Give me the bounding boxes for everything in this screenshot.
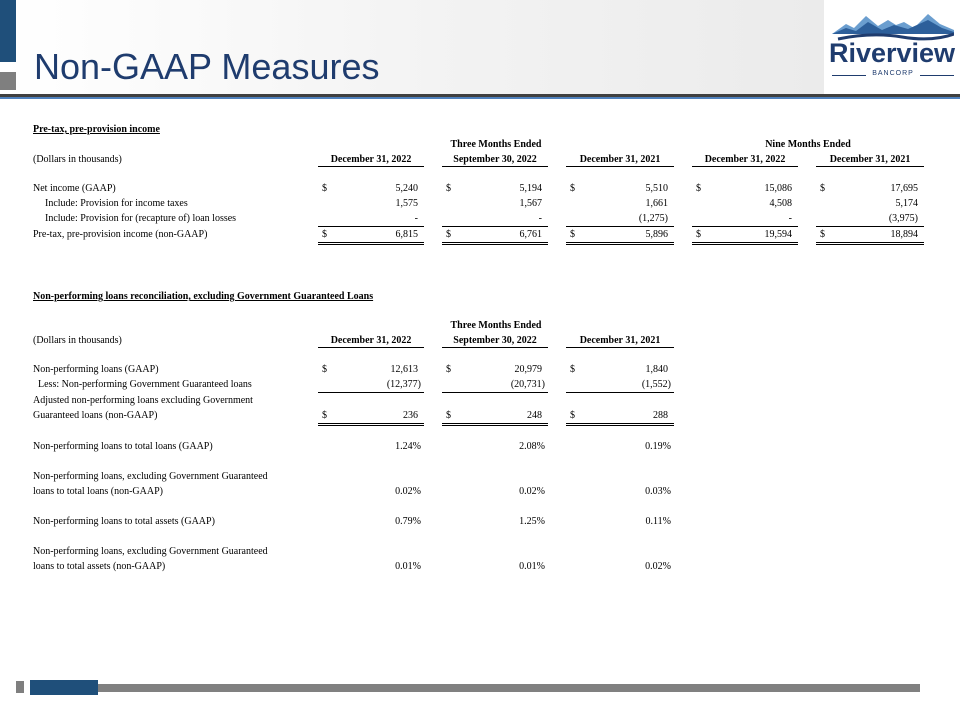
row-label: Guaranteed loans (non-GAAP) xyxy=(33,410,158,421)
ratio-label: Non-performing loans, excluding Government Guaranteed xyxy=(33,471,268,482)
cell-value: - xyxy=(788,213,792,224)
row-label: Net income (GAAP) xyxy=(33,183,116,194)
row-label: Adjusted non-performing loans excluding Government xyxy=(33,395,253,406)
ratio-value: 1.24% xyxy=(395,441,421,452)
logo-subline xyxy=(832,70,954,80)
unit-label: (Dollars in thousands) xyxy=(33,154,122,165)
total-rule xyxy=(692,244,798,245)
column-header: September 30, 2022 xyxy=(442,335,548,348)
cell-value: 6,815 xyxy=(395,229,418,240)
column-header: December 31, 2022 xyxy=(318,154,424,167)
ratio-label: loans to total assets (non-GAAP) xyxy=(33,561,166,572)
cell-value: 248 xyxy=(527,410,542,421)
currency-symbol: $ xyxy=(820,229,825,240)
cell-value: 20,979 xyxy=(514,364,542,375)
cell-value: (12,377) xyxy=(386,379,421,390)
ratio-value: 2.08% xyxy=(519,441,545,452)
total-rule xyxy=(442,425,548,426)
cell-value: 5,510 xyxy=(645,183,668,194)
header-grey-stripe xyxy=(0,72,16,90)
subtotal-rule xyxy=(816,226,924,227)
ratio-value: 0.01% xyxy=(519,561,545,572)
total-rule xyxy=(566,244,674,245)
footer-bar xyxy=(30,684,920,692)
subtotal-rule xyxy=(692,226,798,227)
cell-value: 1,661 xyxy=(645,198,668,209)
cell-value: 5,194 xyxy=(519,183,542,194)
ratio-value: 0.02% xyxy=(519,486,545,497)
cell-value: 12,613 xyxy=(390,364,418,375)
cell-value: 4,508 xyxy=(769,198,792,209)
ratio-value: 0.79% xyxy=(395,516,421,527)
total-rule xyxy=(318,244,424,245)
cell-value: 17,695 xyxy=(890,183,918,194)
subtotal-rule xyxy=(566,226,674,227)
total-rule xyxy=(692,242,798,243)
cell-value: - xyxy=(538,213,542,224)
total-rule xyxy=(442,242,548,243)
section-title-npl: Non-performing loans reconciliation, excluding Government Guaranteed Loans xyxy=(33,291,374,302)
section-title-pretax: Pre-tax, pre-provision income xyxy=(33,124,160,135)
total-rule xyxy=(566,425,674,426)
ratio-label: Non-performing loans to total assets (GAAP) xyxy=(33,516,215,527)
cell-value: 6,761 xyxy=(519,229,542,240)
ratio-value: 0.02% xyxy=(395,486,421,497)
unit-label: (Dollars in thousands) xyxy=(33,335,122,346)
currency-symbol: $ xyxy=(696,183,701,194)
total-rule xyxy=(442,423,548,424)
page-title: Non-GAAP Measures xyxy=(34,46,380,87)
cell-value: 19,594 xyxy=(764,229,792,240)
logo-subtitle: BANCORP xyxy=(872,70,914,77)
column-header: December 31, 2022 xyxy=(318,335,424,348)
currency-symbol: $ xyxy=(446,183,451,194)
cell-value: (1,275) xyxy=(638,213,668,224)
subtotal-rule xyxy=(442,226,548,227)
column-header: December 31, 2021 xyxy=(566,335,674,348)
group-header-three-months: Three Months Ended xyxy=(450,139,542,150)
header-divider-accent xyxy=(0,97,960,99)
subtotal-rule xyxy=(566,392,674,393)
total-rule xyxy=(442,244,548,245)
cell-value: 5,174 xyxy=(895,198,918,209)
cell-value: (3,975) xyxy=(888,213,918,224)
row-label: Pre-tax, pre-provision income (non-GAAP) xyxy=(33,229,208,240)
ratio-value: 0.03% xyxy=(645,486,671,497)
ratio-value: 0.19% xyxy=(645,441,671,452)
ratio-value: 0.11% xyxy=(645,516,671,527)
currency-symbol: $ xyxy=(570,183,575,194)
row-label: Include: Provision for income taxes xyxy=(45,198,188,209)
ratio-label: Non-performing loans, excluding Government Guaranteed xyxy=(33,546,268,557)
total-rule xyxy=(816,242,924,243)
cell-value: 18,894 xyxy=(890,229,918,240)
footer-accent-square xyxy=(16,681,24,693)
total-rule xyxy=(318,423,424,424)
total-rule xyxy=(318,425,424,426)
cell-value: (20,731) xyxy=(510,379,545,390)
cell-value: - xyxy=(414,213,418,224)
currency-symbol: $ xyxy=(570,229,575,240)
total-rule xyxy=(816,244,924,245)
currency-symbol: $ xyxy=(322,364,327,375)
currency-symbol: $ xyxy=(322,183,327,194)
cell-value: 236 xyxy=(403,410,418,421)
currency-symbol: $ xyxy=(570,410,575,421)
subtotal-rule xyxy=(318,226,424,227)
total-rule xyxy=(566,242,674,243)
currency-symbol: $ xyxy=(446,229,451,240)
currency-symbol: $ xyxy=(696,229,701,240)
cell-value: (1,552) xyxy=(641,379,671,390)
cell-value: 288 xyxy=(653,410,668,421)
cell-value: 5,240 xyxy=(395,183,418,194)
company-logo xyxy=(824,0,960,94)
column-header: December 31, 2021 xyxy=(816,154,924,167)
row-label: Include: Provision for (recapture of) loan losses xyxy=(45,213,237,224)
currency-symbol: $ xyxy=(446,410,451,421)
cell-value: 1,840 xyxy=(645,364,668,375)
row-label: Less: Non-performing Government Guaranteed loans xyxy=(38,379,252,390)
header-accent-stripe xyxy=(0,0,16,62)
total-rule xyxy=(566,423,674,424)
subtotal-rule xyxy=(318,392,424,393)
currency-symbol: $ xyxy=(322,229,327,240)
ratio-value: 1.25% xyxy=(519,516,545,527)
column-header: December 31, 2021 xyxy=(566,154,674,167)
logo-wordmark: Riverview xyxy=(828,38,956,68)
row-label: Non-performing loans (GAAP) xyxy=(33,364,159,375)
ratio-value: 0.02% xyxy=(645,561,671,572)
subtotal-rule xyxy=(442,392,548,393)
group-header-nine-months: Nine Months Ended xyxy=(765,139,851,150)
total-rule xyxy=(318,242,424,243)
ratio-label: loans to total loans (non-GAAP) xyxy=(33,486,163,497)
currency-symbol: $ xyxy=(446,364,451,375)
currency-symbol: $ xyxy=(322,410,327,421)
cell-value: 1,575 xyxy=(395,198,418,209)
cell-value: 15,086 xyxy=(764,183,792,194)
column-header: September 30, 2022 xyxy=(442,154,548,167)
ratio-value: 0.01% xyxy=(395,561,421,572)
currency-symbol: $ xyxy=(820,183,825,194)
group-header-three-months: Three Months Ended xyxy=(450,320,542,331)
footer-accent-bar xyxy=(30,680,98,695)
cell-value: 5,896 xyxy=(645,229,668,240)
ratio-label: Non-performing loans to total loans (GAAP) xyxy=(33,441,213,452)
cell-value: 1,567 xyxy=(519,198,542,209)
currency-symbol: $ xyxy=(570,364,575,375)
column-header: December 31, 2022 xyxy=(692,154,798,167)
